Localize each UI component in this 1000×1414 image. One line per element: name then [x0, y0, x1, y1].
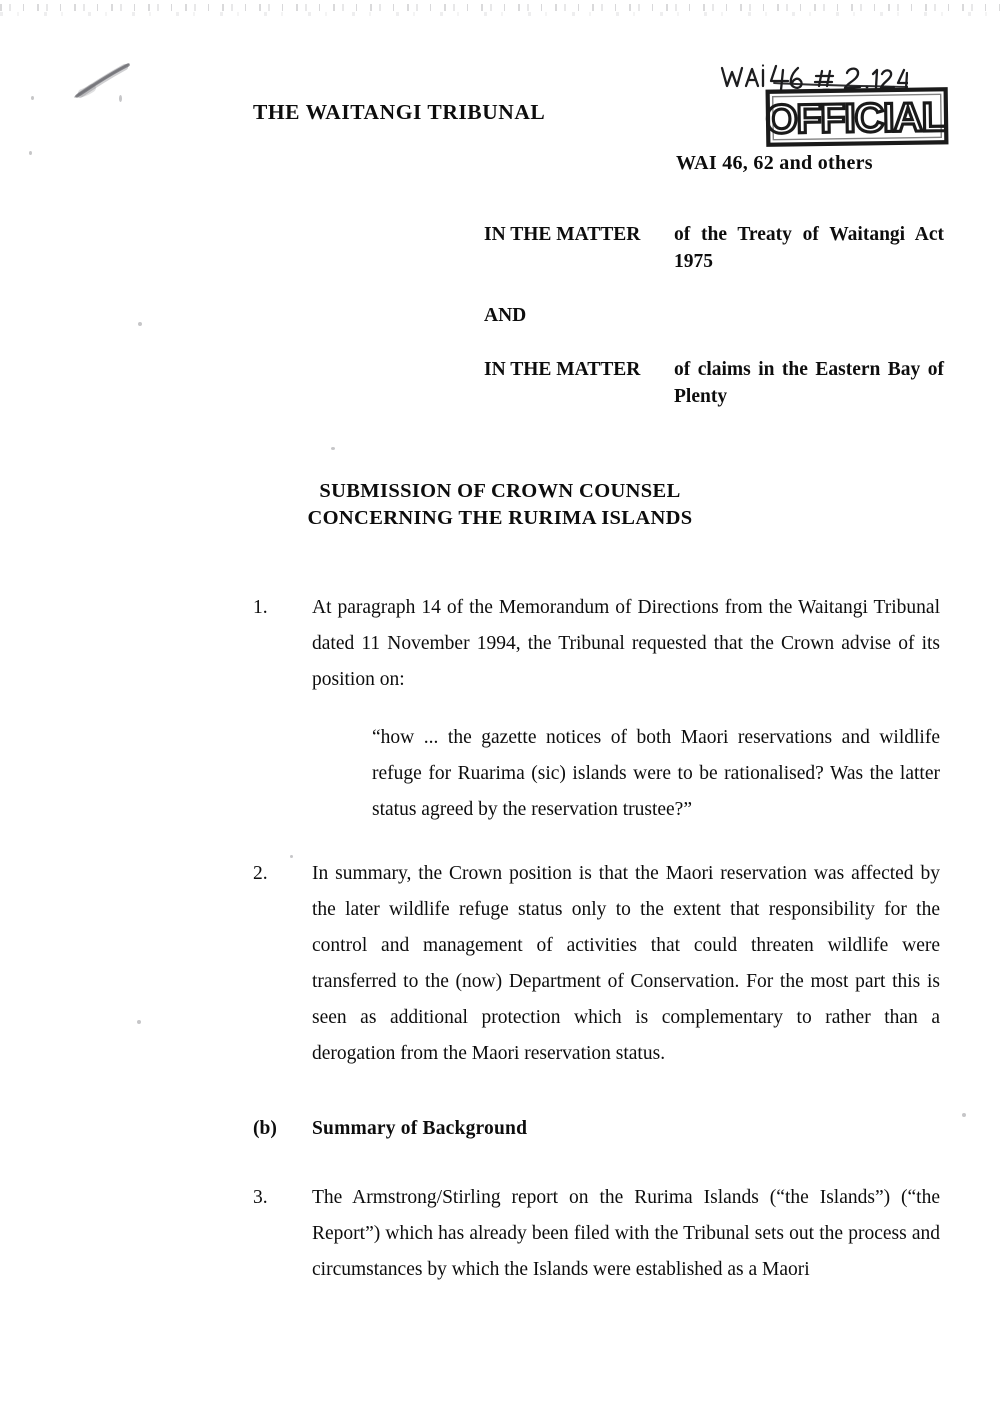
paragraph-1 [0, 590, 1000, 698]
scan-speck [31, 96, 34, 100]
document-body [0, 590, 1000, 1288]
paragraph-number: 3. [253, 1187, 268, 1208]
scan-speck [138, 322, 142, 326]
document-title-line-1: SUBMISSION OF CROWN COUNSEL [319, 480, 681, 502]
scan-speck [119, 95, 122, 102]
section-heading-marker: (b) [253, 1118, 277, 1139]
scan-noise-artifact-secondary [0, 12, 1000, 16]
paragraph-2 [0, 856, 1000, 1072]
paragraph-3 [0, 1180, 1000, 1288]
tribunal-title: THE WAITANGI TRIBUNAL [253, 100, 546, 124]
section-heading-title: Summary of Background [312, 1118, 528, 1139]
scan-noise-artifact [0, 4, 1000, 11]
matter-row-treaty [484, 221, 944, 275]
matter-label: IN THE MATTER [484, 359, 641, 380]
paragraph-number: 2. [253, 863, 268, 884]
pencil-stroke-mark [72, 62, 134, 100]
scan-speck [29, 151, 32, 155]
matter-label: IN THE MATTER [484, 224, 641, 245]
matter-block [484, 221, 944, 410]
block-quotation [0, 720, 1000, 828]
paragraph-number: 1. [253, 597, 268, 618]
block-quotation-text: “how ... the gazette notices of both Maori reservations and wildlife refuge for Ruarima (sic) islands were to be rationalised? Was the latter status agreed by the reservation trustee?” [372, 727, 940, 820]
official-stamp [765, 86, 950, 149]
document-title [0, 478, 1000, 532]
scan-speck [331, 447, 335, 450]
wai-claim-numbers: WAI 46, 62 and others [676, 152, 873, 174]
matter-row-claims [484, 356, 944, 410]
paragraph-text: In summary, the Crown position is that the Maori reservation was affected by the later wildlife refuge status only to the extent that responsibility for the control and management of activities that could threaten wildlife were transferred to the (now) Department of Conservation. For the most part this is seen as additional protection which is complementary to rather than a derogation from the Maori reservation status. [312, 863, 940, 1064]
document-title-line-2: CONCERNING THE RURIMA ISLANDS [307, 507, 693, 529]
matter-text: of the Treaty of Waitangi Act 1975 [674, 224, 944, 272]
handwritten-reference-annotation [718, 56, 908, 100]
paragraph-text: At paragraph 14 of the Memorandum of Directions from the Waitangi Tribunal dated 11 November 1994, the Tribunal requested that the Crown advise of its position on: [312, 597, 940, 690]
paragraph-text: The Armstrong/Stirling report on the Rurima Islands (“the Islands”) (“the Report”) which has already been filed with the Tribunal sets out the process and circumstances by which the Islands were established as a Maori [312, 1187, 940, 1280]
matter-row-and [484, 302, 944, 329]
matter-text: of claims in the Eastern Bay of Plenty [674, 359, 944, 407]
matter-label-and: AND [484, 305, 527, 326]
svg-text:OFFICIAL: OFFICIAL [765, 93, 946, 143]
section-heading-summary-of-background [0, 1112, 1000, 1146]
